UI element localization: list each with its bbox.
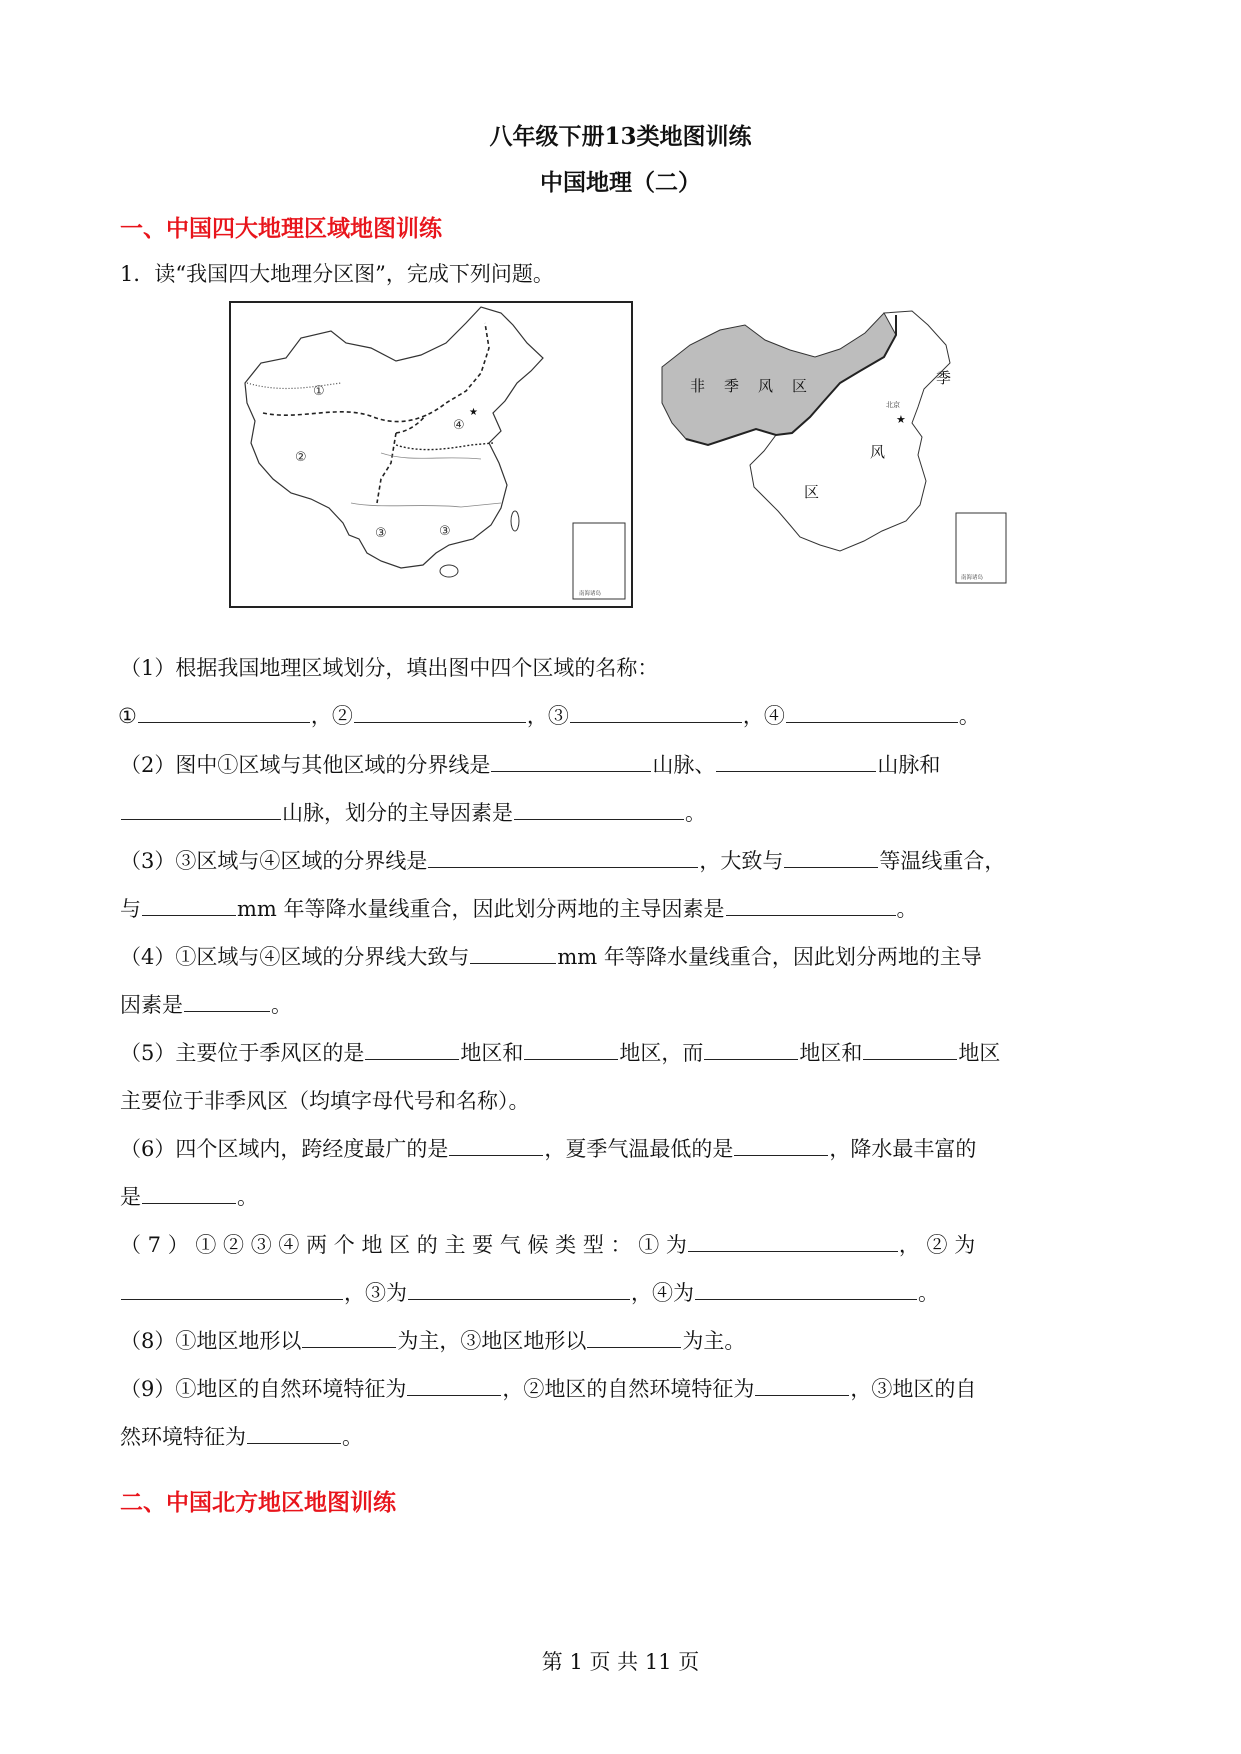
- blank-7-2[interactable]: [121, 1277, 343, 1300]
- capital-label: 北京: [886, 401, 900, 409]
- question-9-line-1: （9）①地区的自然环境特征为 ，②地区的自然环境特征为 ，③地区的自: [120, 1373, 976, 1403]
- blank-6-1[interactable]: [449, 1133, 543, 1156]
- page-footer: 第 1 页 共 11 页: [541, 1650, 700, 1674]
- nonmonsoon-char-1: 非: [690, 377, 706, 395]
- question-9-line-2: 然环境特征为 。: [120, 1421, 363, 1451]
- nw-boundary-dashed: [263, 323, 489, 422]
- boundary-dashed-2: [396, 415, 426, 433]
- inset-label-2: 南海诸岛: [961, 575, 984, 581]
- blank-8-2[interactable]: [587, 1325, 681, 1348]
- question-1-prompt: （1）根据我国地理区域划分，填出图中四个区域的名称：: [120, 656, 659, 680]
- monsoon-map: [650, 305, 1012, 585]
- blank-5-3[interactable]: [704, 1037, 798, 1060]
- taiwan-island: [511, 511, 519, 531]
- monsoon-char-3: 区: [804, 483, 820, 501]
- region-label-3: ③: [375, 526, 387, 541]
- south-sea-inset-2: [956, 513, 1006, 583]
- question-3-line-1: （3）③区域与④区域的分界线是 ，大致与 等温线重合，: [120, 845, 1005, 875]
- nonmonsoon-char-2: 季: [724, 377, 740, 395]
- blank-5-1[interactable]: [365, 1037, 459, 1060]
- region-label-1: ①: [313, 384, 325, 399]
- document-subtitle: 中国地理（二）: [540, 169, 701, 196]
- blank-7-1[interactable]: [688, 1229, 898, 1252]
- blank-3-3[interactable]: [142, 893, 236, 916]
- china-outline: [245, 307, 543, 568]
- blank-5-2[interactable]: [524, 1037, 618, 1060]
- blank-4-2[interactable]: [184, 989, 270, 1012]
- nonmonsoon-char-3: 风: [758, 377, 774, 395]
- section-heading-2: 二、中国北方地区地图训练: [120, 1489, 396, 1516]
- blank-2-1[interactable]: [491, 749, 651, 772]
- question-6-line-2: 是 。: [120, 1181, 258, 1211]
- question-4-line-1: （4）①区域与④区域的分界线大致与 mm 年等降水量线重合，因此划分两地的主导: [120, 941, 982, 971]
- hainan-island: [440, 565, 458, 577]
- blank-2-3[interactable]: [121, 797, 281, 820]
- blank-2-4[interactable]: [514, 797, 684, 820]
- monsoon-char-1: 季: [936, 369, 952, 387]
- capital-star-2: ★: [896, 413, 906, 426]
- question-4-line-2: 因素是 。: [120, 989, 292, 1019]
- region-label-2: ②: [295, 450, 307, 465]
- region-label-3b: ③: [439, 524, 451, 539]
- river-1: [351, 503, 501, 507]
- blank-9-3[interactable]: [247, 1421, 341, 1444]
- section-heading-1: 一、中国四大地理区域地图训练: [120, 215, 442, 242]
- blank-6-2[interactable]: [734, 1133, 828, 1156]
- question-3-line-2: 与 mm 年等降水量线重合，因此划分两地的主导因素是 。: [120, 893, 918, 923]
- blank-3-2[interactable]: [784, 845, 878, 868]
- blank-7-3[interactable]: [408, 1277, 630, 1300]
- nonmonsoon-char-4: 区: [792, 377, 808, 395]
- region-label-4: ④: [453, 418, 465, 433]
- question-2-line-2: 山脉，划分的主导因素是 。: [120, 797, 706, 827]
- four-regions-map: [229, 301, 633, 608]
- question-8: （8）①地区地形以 为主，③地区地形以 为主。: [120, 1325, 745, 1355]
- blank-9-2[interactable]: [755, 1373, 849, 1396]
- blank-1-3[interactable]: [570, 700, 742, 723]
- four-regions-map-drawing: [231, 303, 631, 606]
- blank-3-4[interactable]: [726, 893, 896, 916]
- question-7-line-2: ，③为 ，④为 。: [120, 1277, 939, 1307]
- question-intro: 1．读“我国四大地理分区图”，完成下列问题。: [120, 262, 554, 286]
- blank-4-1[interactable]: [470, 941, 556, 964]
- question-5-line-1: （5）主要位于季风区的是 地区和 地区，而 地区和 地区: [120, 1037, 1000, 1067]
- blank-7-4[interactable]: [695, 1277, 917, 1300]
- capital-star: ★: [469, 407, 478, 418]
- blank-1-2[interactable]: [354, 700, 526, 723]
- question-5-line-2: 主要位于非季风区（均填字母代号和名称）。: [120, 1089, 530, 1113]
- question-6-line-1: （6）四个区域内，跨经度最广的是 ，夏季气温最低的是 ，降水最丰富的: [120, 1133, 976, 1163]
- blank-2-2[interactable]: [716, 749, 876, 772]
- boundary-dashed-3: [377, 433, 396, 503]
- river-2: [381, 453, 481, 459]
- blank-1-1[interactable]: [138, 700, 310, 723]
- blank-1-4[interactable]: [786, 700, 958, 723]
- question-2-line-1: （2）图中①区域与其他区域的分界线是 山脉、 山脉和: [120, 749, 940, 779]
- south-sea-inset: [573, 523, 625, 599]
- kunlun-line: [247, 383, 341, 388]
- inset-label: 南海诸岛: [579, 591, 602, 597]
- blank-8-1[interactable]: [302, 1325, 396, 1348]
- monsoon-char-2: 风: [870, 443, 886, 461]
- blank-3-1[interactable]: [428, 845, 698, 868]
- blank-5-4[interactable]: [863, 1037, 957, 1060]
- question-1-answers: ① ，② ，③ ，④ 。: [118, 700, 980, 730]
- blank-6-3[interactable]: [142, 1181, 236, 1204]
- blank-9-1[interactable]: [407, 1373, 501, 1396]
- qinling-line: [396, 443, 493, 450]
- document-title: 八年级下册13类地图训练: [489, 123, 752, 150]
- question-7-line-1: （ 7 ） ① ② ③ ④ 两 个 地 区 的 主 要 气 候 类 型 ： ① 为 ， ② 为: [120, 1229, 975, 1259]
